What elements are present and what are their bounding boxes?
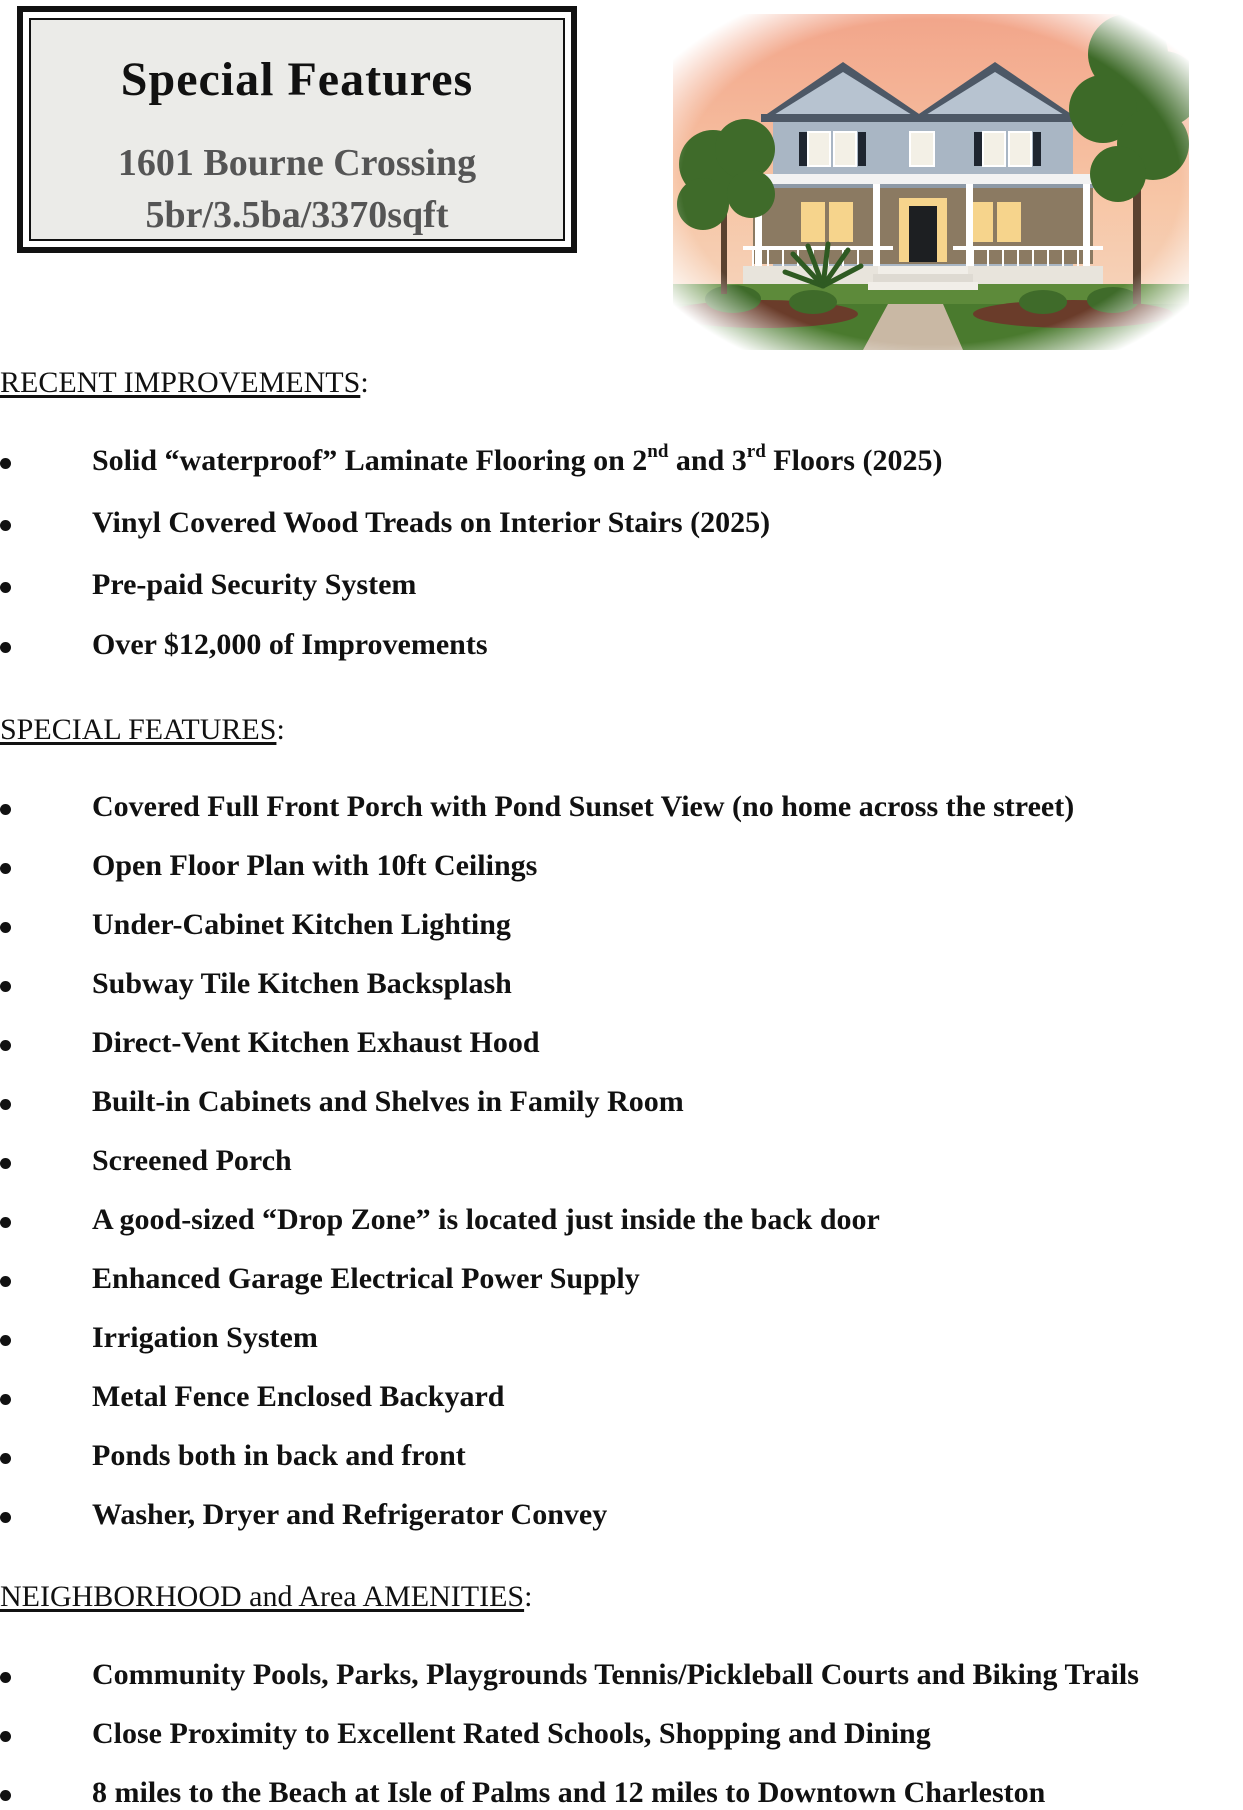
bullet-icon [0,804,11,815]
bullet-icon [0,1040,11,1051]
bullet-icon [0,458,11,469]
house-photo [673,14,1189,350]
bullet-icon [0,1512,11,1523]
bullet-icon [0,1394,11,1405]
property-details [31,137,563,241]
section-heading-neighborhood-amenities: NEIGHBORHOOD and Area AMENITIES: [0,1580,533,1613]
bullet-icon [0,1335,11,1346]
bullet-icon [0,1672,11,1683]
bullet-icon [0,1453,11,1464]
property-address: 1601 Bourne Crossing [117,142,477,184]
section-heading-special-features: SPECIAL FEATURES: [0,713,285,746]
bullet-icon [0,981,11,992]
bullet-icon [0,863,11,874]
property-specs: 5br/3.5ba/3370sqft [145,194,449,236]
bullet-icon [0,582,11,593]
bullet-icon [0,642,11,653]
bullet-icon [0,1731,11,1742]
bullet-icon [0,1276,11,1287]
title-box [17,6,577,253]
title-box-inner [29,18,565,241]
section-heading-recent-improvements: RECENT IMPROVEMENTS: [0,366,369,399]
page-title: Special Features [120,53,474,106]
bullet-icon [0,1158,11,1169]
bullet-icon [0,520,11,531]
bullet-icon [0,1790,11,1801]
bullet-icon [0,1217,11,1228]
bullet-icon [0,1099,11,1110]
bullet-icon [0,922,11,933]
